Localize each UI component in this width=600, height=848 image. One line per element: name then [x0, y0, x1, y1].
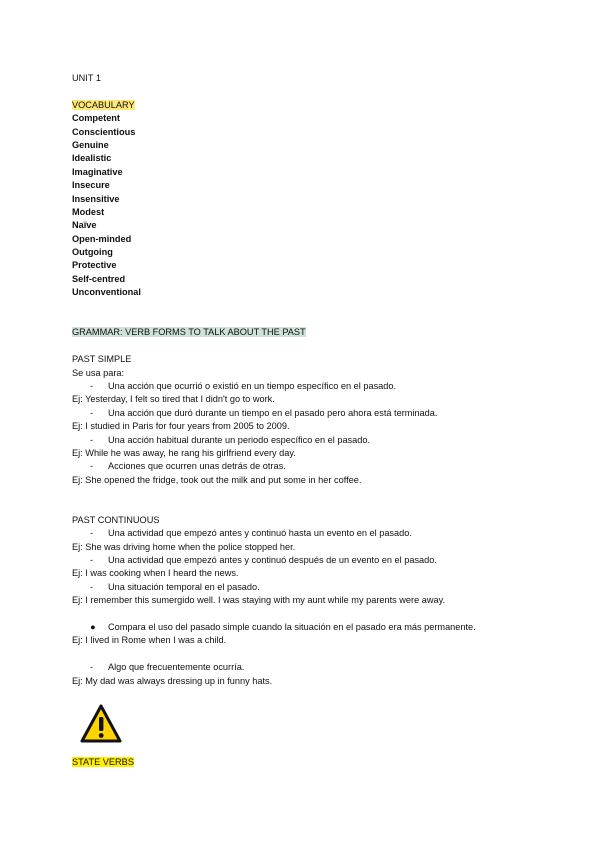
dash-bullet: - [90, 662, 94, 673]
rule-text: Acciones que ocurren unas detrás de otras. [108, 461, 286, 472]
list-item [72, 407, 542, 420]
vocab-word: Genuine [72, 139, 109, 150]
rule-text: Una actividad que empezó antes y continuó hasta un evento en el pasado. [108, 528, 412, 539]
unit-title: UNIT 1 [72, 73, 101, 83]
dash-bullet: - [90, 528, 94, 539]
grammar-heading [72, 326, 542, 339]
rule-text: Una acción que duró durante un tiempo en el pasado pero ahora está terminada. [108, 407, 438, 418]
vocabulary-heading [72, 99, 542, 112]
list-item [72, 621, 542, 634]
example-text: Ej: I remember this sumergido well. I was staying with my aunt while my parents were away. [72, 595, 446, 606]
vocab-word: Unconventional [72, 287, 141, 298]
vocab-word: Naïve [72, 220, 97, 231]
list-item [72, 581, 542, 594]
dot-bullet: ● [90, 622, 96, 633]
vocab-word: Outgoing [72, 247, 113, 258]
list-item [72, 527, 542, 540]
list-item [72, 554, 542, 567]
past-simple-intro: Se usa para: [72, 367, 125, 378]
warning-icon [80, 703, 122, 745]
spacer [72, 340, 542, 353]
state-verbs-heading [72, 756, 134, 769]
spacer [72, 300, 542, 313]
spacer [72, 487, 542, 500]
spacer [72, 608, 542, 621]
dash-bullet: - [90, 581, 94, 592]
spacer [72, 85, 542, 98]
rule-text: Compara el uso del pasado simple cuando la situación en el pasado era más permanente. [108, 622, 476, 633]
example-text: Ej: She opened the fridge, took out the milk and put some in her coffee. [72, 474, 362, 485]
dash-bullet: - [90, 461, 94, 472]
rule-text: Una acción habitual durante un periodo específico en el pasado. [108, 434, 371, 445]
list-item [72, 380, 542, 393]
list-item [72, 434, 542, 447]
vocab-word: Self-centred [72, 273, 126, 284]
state-verbs-heading-text: STATE VERBS [72, 757, 134, 767]
vocab-word: Insecure [72, 180, 110, 191]
vocabulary-heading-text: VOCABULARY [72, 99, 135, 110]
dash-bullet: - [90, 434, 94, 445]
example-text: Ej: While he was away, he rang his girlfriend every day. [72, 447, 296, 458]
example-text: Ej: Yesterday, I felt so tired that I didn't go to work. [72, 394, 275, 405]
vocab-word: Modest [72, 206, 105, 217]
vocab-word: Open-minded [72, 233, 132, 244]
spacer [72, 501, 542, 514]
grammar-heading-text: GRAMMAR: VERB FORMS TO TALK ABOUT THE PAST [72, 327, 306, 338]
past-simple-heading: PAST SIMPLE [72, 354, 132, 365]
example-text: Ej: My dad was always dressing up in funny hats. [72, 675, 273, 686]
dash-bullet: - [90, 380, 94, 391]
list-item [72, 661, 542, 674]
rule-text: Una acción que ocurrió o existió en un tiempo específico en el pasado. [108, 380, 397, 391]
document-page [72, 72, 542, 688]
spacer [72, 313, 542, 326]
rule-text: Una situación temporal en el pasado. [108, 581, 260, 592]
example-text: Ej: I studied in Paris for four years from 2005 to 2009. [72, 421, 290, 432]
vocab-word: Insensitive [72, 193, 120, 204]
vocab-word: Competent [72, 113, 120, 124]
example-text: Ej: I lived in Rome when I was a child. [72, 635, 227, 646]
vocab-word: Imaginative [72, 166, 123, 177]
example-text: Ej: She was driving home when the police stopped her. [72, 541, 296, 552]
vocab-word: Conscientious [72, 126, 136, 137]
dash-bullet: - [90, 407, 94, 418]
rule-text: Una actividad que empezó antes y continuó después de un evento en el pasado. [108, 555, 437, 566]
past-continuous-heading: PAST CONTINUOUS [72, 514, 160, 525]
list-item [72, 460, 542, 473]
example-text: Ej: I was cooking when I heard the news. [72, 568, 239, 579]
spacer [72, 648, 542, 661]
vocab-word: Idealistic [72, 153, 112, 164]
rule-text: Algo que frecuentemente ocurría. [108, 662, 245, 673]
dash-bullet: - [90, 555, 94, 566]
vocab-word: Protective [72, 260, 117, 271]
